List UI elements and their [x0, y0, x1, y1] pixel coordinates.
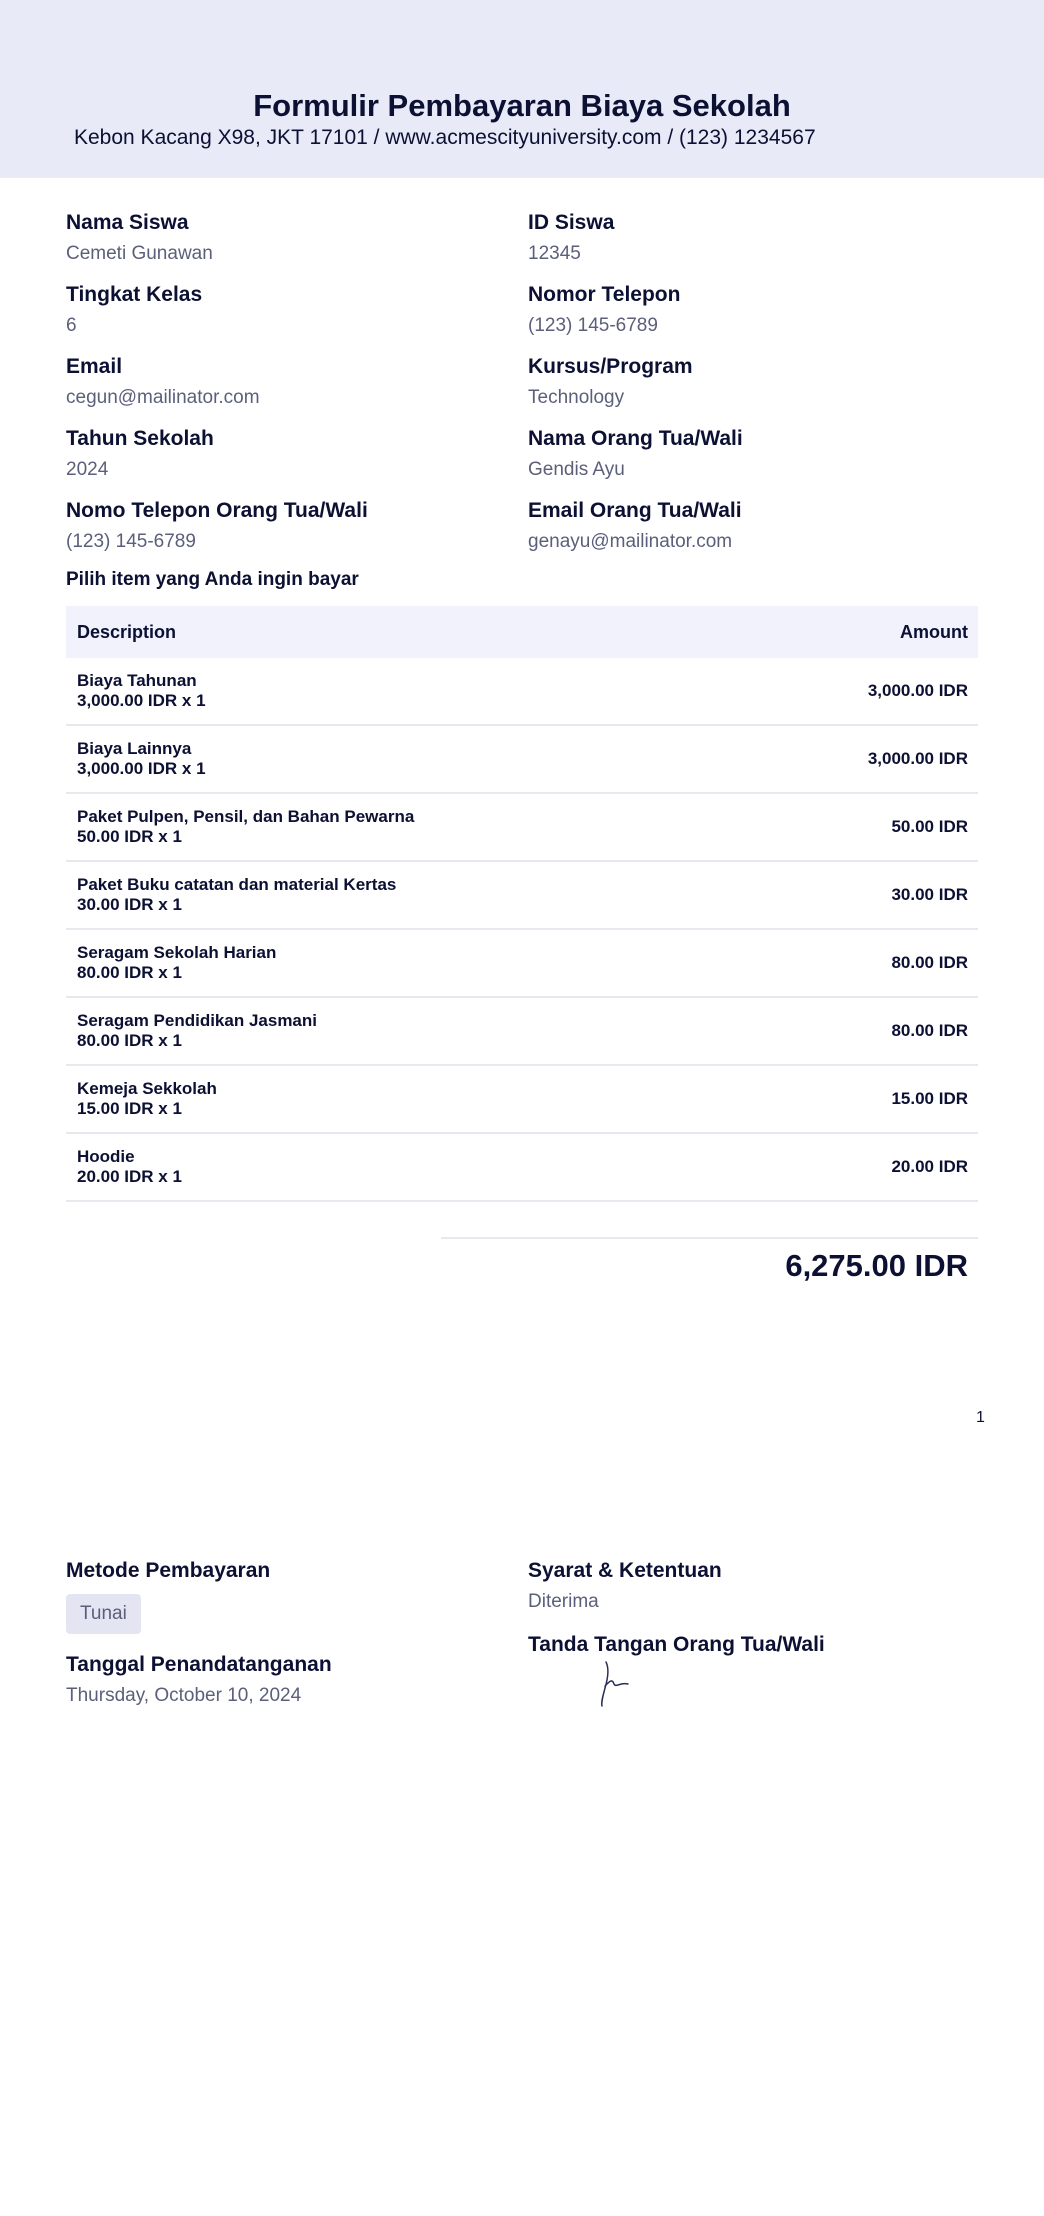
student-id-label: ID Siswa [528, 211, 615, 234]
item-amount: 20.00 IDR [891, 1157, 968, 1176]
table-row[interactable] [66, 794, 978, 862]
student-id-field [528, 210, 614, 266]
grade-value: 6 [66, 315, 77, 336]
email-field [66, 354, 260, 410]
phone-value: (123) 145-6789 [528, 315, 658, 336]
terms-field [528, 1558, 722, 1614]
terms-label: Syarat & Ketentuan [528, 1559, 722, 1582]
page-number: 1 [976, 1409, 985, 1426]
item-quantity: 30.00 IDR x 1 [77, 895, 182, 914]
items-section-label: Pilih item yang Anda ingin bayar [66, 569, 359, 590]
table-row[interactable] [66, 1134, 978, 1202]
item-amount: 80.00 IDR [891, 953, 968, 972]
item-quantity: 3,000.00 IDR x 1 [77, 691, 206, 710]
school-year-field [66, 426, 214, 482]
item-name: Hoodie [77, 1147, 135, 1166]
item-name: Paket Pulpen, Pensil, dan Bahan Pewarna [77, 807, 415, 826]
parent-name-value: Gendis Ayu [528, 459, 625, 480]
item-amount: 30.00 IDR [891, 885, 968, 904]
table-row[interactable] [66, 862, 978, 930]
grade-label: Tingkat Kelas [66, 283, 203, 306]
school-year-label: Tahun Sekolah [66, 427, 214, 450]
payment-method-field [66, 1558, 270, 1634]
sign-date-field [66, 1652, 332, 1708]
student-name-value: Cemeti Gunawan [66, 243, 213, 264]
item-name: Paket Buku catatan dan material Kertas [77, 875, 397, 894]
school-year-value: 2024 [66, 459, 109, 480]
parent-phone-label: Nomo Telepon Orang Tua/Wali [66, 499, 368, 522]
item-name: Biaya Lainnya [77, 739, 192, 758]
item-quantity: 80.00 IDR x 1 [77, 963, 182, 982]
parent-signature-image [596, 1660, 636, 1708]
item-amount: 80.00 IDR [891, 1021, 968, 1040]
sign-date-label: Tanggal Penandatanganan [66, 1653, 332, 1676]
item-quantity: 80.00 IDR x 1 [77, 1031, 182, 1050]
item-quantity: 3,000.00 IDR x 1 [77, 759, 206, 778]
parent-phone-value: (123) 145-6789 [66, 531, 196, 552]
course-field [528, 354, 693, 410]
item-amount: 15.00 IDR [891, 1089, 968, 1108]
payment-method-label: Metode Pembayaran [66, 1559, 271, 1582]
item-name: Seragam Sekolah Harian [77, 943, 277, 962]
student-name-field [66, 210, 213, 266]
parent-email-label: Email Orang Tua/Wali [528, 499, 742, 522]
school-contact-info: Kebon Kacang X98, JKT 17101 / www.acmescityuniversity.com / (123) 1234567 [74, 126, 816, 149]
parent-email-field [528, 498, 742, 554]
item-amount: 3,000.00 IDR [867, 681, 968, 700]
payment-method-badge[interactable]: Tunai [66, 1594, 141, 1634]
signature-label: Tanda Tangan Orang Tua/Wali [528, 1633, 825, 1656]
item-name: Biaya Tahunan [77, 671, 197, 690]
table-header [66, 606, 978, 658]
parent-name-label: Nama Orang Tua/Wali [528, 427, 743, 450]
student-name-label: Nama Siswa [66, 211, 189, 234]
table-row[interactable] [66, 658, 978, 726]
grade-field [66, 282, 202, 338]
item-name: Seragam Pendidikan Jasmani [77, 1011, 317, 1030]
item-amount: 3,000.00 IDR [867, 749, 968, 768]
items-table [66, 606, 978, 1202]
student-id-value: 12345 [528, 243, 581, 264]
total-amount: 6,275.00 IDR [785, 1248, 968, 1283]
parent-email-value: genayu@mailinator.com [528, 531, 733, 552]
terms-value: Diterima [528, 1591, 599, 1612]
phone-label: Nomor Telepon [528, 283, 681, 306]
item-quantity: 20.00 IDR x 1 [77, 1167, 182, 1186]
amount-column-header: Amount [900, 621, 968, 642]
item-amount: 50.00 IDR [891, 817, 968, 836]
item-name: Kemeja Sekkolah [77, 1079, 217, 1098]
item-quantity: 15.00 IDR x 1 [77, 1099, 182, 1118]
email-value: cegun@mailinator.com [66, 387, 260, 408]
form-header [0, 0, 1044, 178]
course-value: Technology [528, 387, 625, 408]
sign-date-value: Thursday, October 10, 2024 [66, 1685, 302, 1706]
phone-field [528, 282, 680, 338]
description-column-header: Description [77, 621, 177, 642]
table-row[interactable] [66, 998, 978, 1066]
total-divider [441, 1237, 978, 1239]
signature-field [528, 1632, 825, 1658]
parent-phone-field [66, 498, 368, 554]
parent-name-field [528, 426, 743, 482]
table-row[interactable] [66, 726, 978, 794]
table-row[interactable] [66, 1066, 978, 1134]
item-quantity: 50.00 IDR x 1 [77, 827, 182, 846]
form-title: Formulir Pembayaran Biaya Sekolah [253, 88, 791, 123]
email-label: Email [66, 355, 123, 378]
table-row[interactable] [66, 930, 978, 998]
course-label: Kursus/Program [528, 355, 693, 378]
